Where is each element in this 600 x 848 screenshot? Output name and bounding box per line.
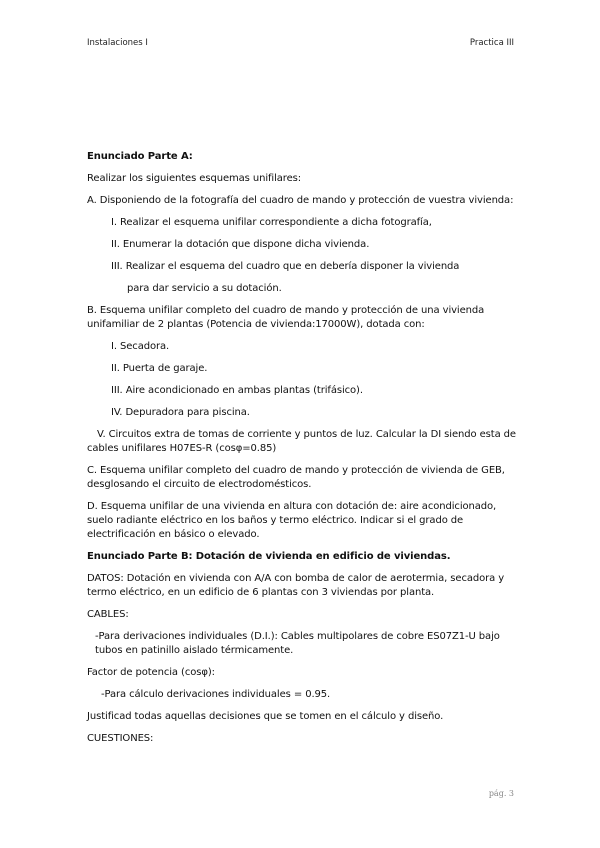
part-b-heading: Enunciado Parte B: Dotación de vivienda en edificio de viviendas. <box>87 551 451 562</box>
section-b-item-2: II. Puerta de garaje. <box>111 363 208 374</box>
cuestiones-label: CUESTIONES: <box>87 733 154 744</box>
factor-text: -Para cálculo derivaciones individuales = 0.95. <box>101 689 331 700</box>
section-b-item-1: I. Secadora. <box>111 341 170 352</box>
header-practice-title: Practica III <box>469 38 514 48</box>
section-a-item-1: I. Realizar el esquema unifilar correspondiente a dicha fotografía, <box>111 217 432 228</box>
justify-text: Justificad todas aquellas decisiones que se tomen en el cálculo y diseño. <box>87 711 444 722</box>
page-number: pág. 3 <box>488 789 514 798</box>
factor-label: Factor de potencia (cosφ): <box>87 667 215 678</box>
section-a-item-2: II. Enumerar la dotación que dispone dicha vivienda. <box>111 239 370 250</box>
section-a-item-3: III. Realizar el esquema del cuadro que en debería disponer la vivienda <box>111 261 460 272</box>
intro-text: Realizar los siguientes esquemas unifilares: <box>87 173 302 184</box>
section-d-text: D. Esquema unifilar de una vivienda en altura con dotación de: aire acondicionado, suelo radiante eléctrico en los baños y termo eléctrico. Indicar si el grado de electrificación en básico o elevado. <box>87 501 497 540</box>
part-a-heading: Enunciado Parte A: <box>87 151 193 162</box>
cables-text: -Para derivaciones individuales (D.I.): Cables multipolares de cobre ES07Z1-U bajo tubos en patinillo aislado térmicamente. <box>95 631 500 656</box>
section-b-item-5: V. Circuitos extra de tomas de corriente y puntos de luz. Calcular la DI siendo esta de cables unifilares H07ES-R (cosφ=0.85) <box>87 429 516 454</box>
section-b-item-4: IV. Depuradora para piscina. <box>111 407 250 418</box>
header-course-title: Instalaciones I <box>87 38 148 48</box>
section-a-text: A. Disponiendo de la fotografía del cuadro de mando y protección de vuestra vivienda: <box>87 195 514 206</box>
section-c-text: C. Esquema unifilar completo del cuadro de mando y protección de vivienda de GEB, desglosando el circuito de electrodomésticos. <box>87 465 505 490</box>
section-b-item-3: III. Aire acondicionado en ambas plantas (trifásico). <box>111 385 363 396</box>
cables-label: CABLES: <box>87 609 129 620</box>
section-a-item-3-cont: para dar servicio a su dotación. <box>127 283 282 294</box>
datos-text: DATOS: Dotación en vivienda con A/A con bomba de calor de aerotermia, secadora y termo eléctrico, en un edificio de 6 plantas con 3 viviendas por planta. <box>87 573 505 598</box>
document-body <box>87 150 517 754</box>
section-b-text: B. Esquema unifilar completo del cuadro de mando y protección de una vivienda unifamiliar de 2 plantas (Potencia de vivienda:17000W), dotada con: <box>87 305 485 330</box>
